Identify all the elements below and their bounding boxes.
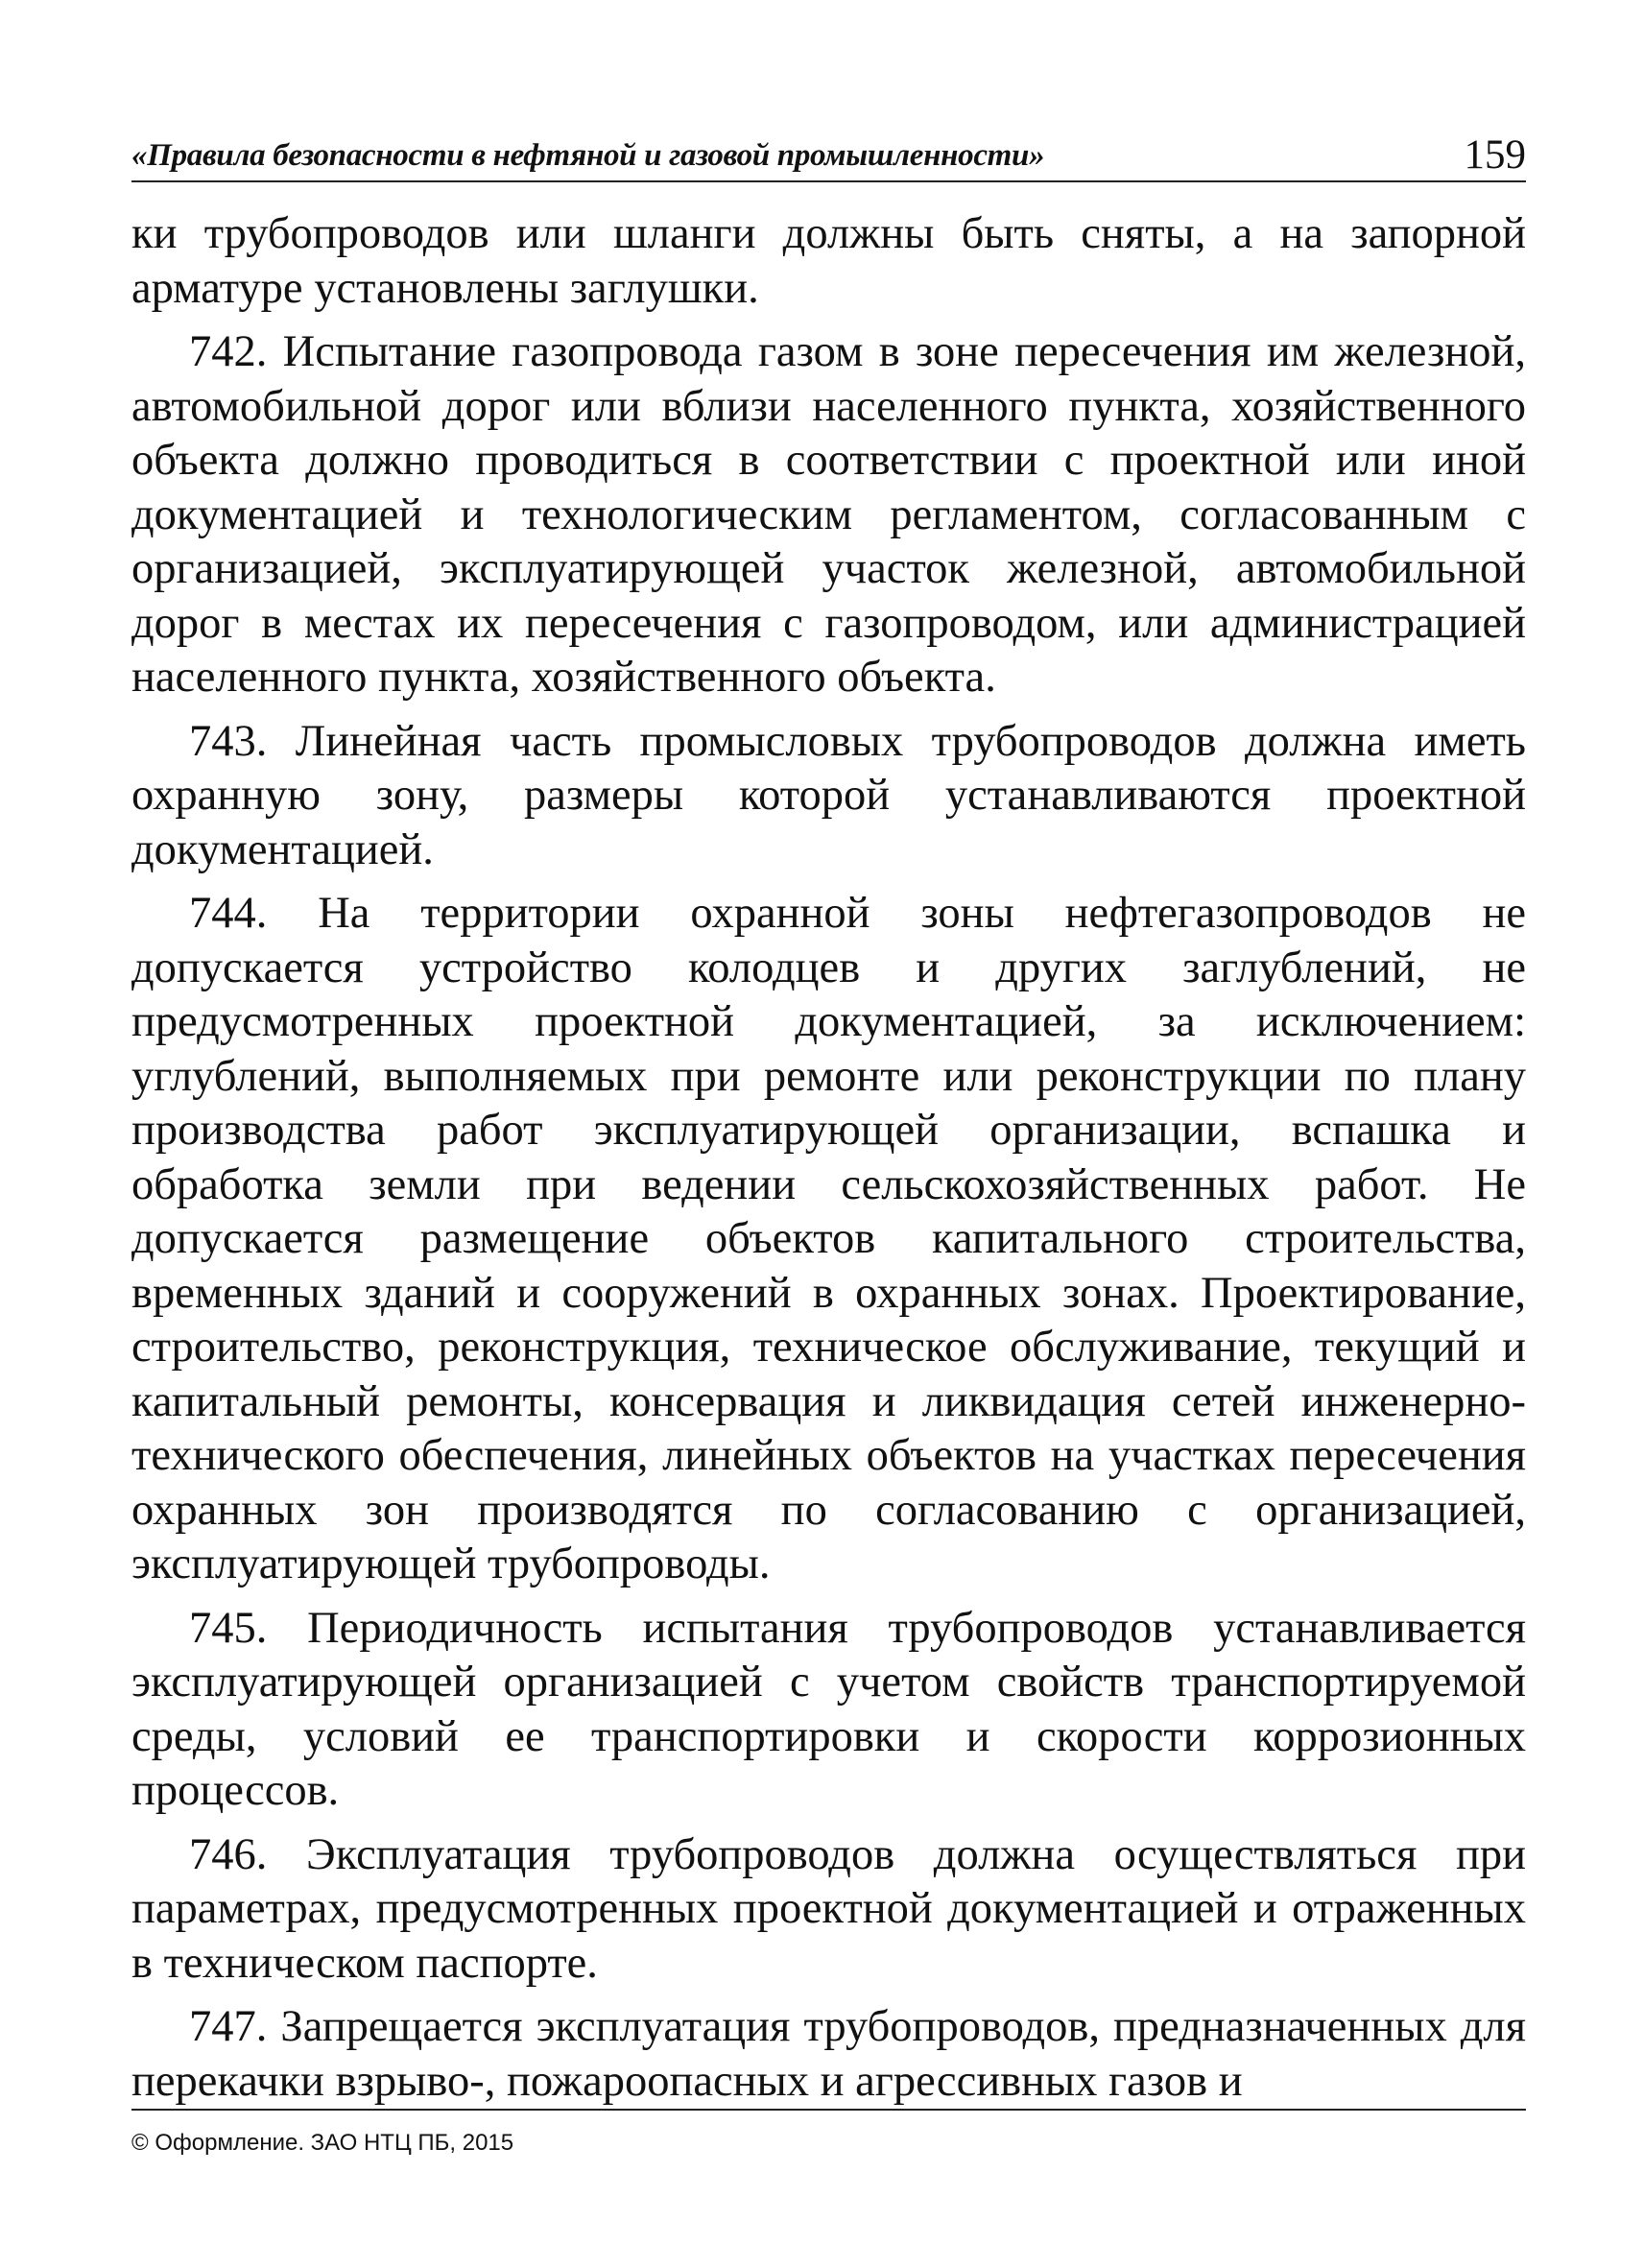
paragraph-continuation: ки трубопроводов или шланги должны быть сняты, а на запорной арматуре установлены заглушки.	[131, 209, 1526, 313]
paragraph-text: Линейная часть промысловых трубопроводов должна иметь охранную зону, размеры которой устанавливаются проектной документацией.	[131, 716, 1527, 874]
paragraph-number: 746.	[189, 1829, 268, 1879]
page-number: 159	[1464, 132, 1526, 178]
paragraph-number: 742.	[189, 327, 268, 376]
footer-copyright: © Оформление. ЗАО НТЦ ПБ, 2015	[131, 2130, 514, 2156]
paragraph-number: 744.	[189, 889, 268, 938]
running-header	[131, 123, 1526, 182]
paragraph-747	[131, 2000, 1526, 2109]
paragraph-743	[131, 715, 1526, 878]
running-title: «Правила безопасности в нефтяной и газовой промышленности»	[131, 138, 1045, 173]
paragraph-spacer	[131, 1819, 1526, 1828]
paragraph-number: 745.	[189, 1603, 268, 1653]
footer-divider	[131, 2109, 1526, 2111]
paragraph-742	[131, 325, 1526, 705]
paragraph-spacer	[131, 705, 1526, 715]
paragraph-spacer	[131, 1991, 1526, 2000]
body-text	[131, 207, 1526, 2109]
paragraph-744	[131, 887, 1526, 1592]
paragraph-text: Испытание газопровода газом в зоне пересечения им железной, автомобильной дорог или вблизи населенного пункта, хозяйственного объекта должно проводиться в соответствии с проектной или иной документацией и технологическим регламентом, согласованным с организацией, эксплуатирующей участок железной, автомобильной дорог в местах их пересечения с газопроводом, или администрацией населенного пункта, хозяйственного объекта.	[131, 327, 1527, 702]
paragraph-text: На территории охранной зоны нефтегазопроводов не допускается устройство колодцев и других заглублений, не предусмотренных проектной документацией, за исключением: углублений, выполняемых при ремонте или реконструкции по плану производства работ эксплуатирующей организации, вспашка и обработка земли при ведении сельскохозяйственных работ. Не допускается размещение объектов капитального строительства, временных зданий и сооружений в охранных зонах. Проектирование, строительство, реконструкция, техническое обслуживание, текущий и капитальный ремонты, консервация и ликвидация сетей инженерно-технического обеспечения, линейных объектов на участках пересечения охранных зон производятся по согласованию с организацией, эксплуатирующей трубопроводы.	[131, 889, 1527, 1588]
paragraph-text: Запрещается эксплуатация трубопроводов, предназначенных для перекачки взрыво-, пожароопасных и агрессивных газов и	[131, 2002, 1526, 2106]
paragraph-745	[131, 1602, 1526, 1819]
paragraph-number: 743.	[189, 716, 268, 766]
paragraph-spacer	[131, 877, 1526, 887]
paragraph-spacer	[131, 316, 1526, 325]
paragraph-spacer	[131, 1592, 1526, 1602]
paragraph-number: 747.	[189, 2002, 268, 2051]
paragraph-text: Эксплуатация трубопроводов должна осуществляться при параметрах, предусмотренных проектной документацией и отраженных в техническом паспорте.	[131, 1829, 1526, 1988]
paragraph-text: Периодичность испытания трубопроводов устанавливается эксплуатирующей организацией с учетом свойств транспортируемой среды, условий ее транспортировки и скорости коррозионных процессов.	[131, 1603, 1526, 1815]
paragraph-746	[131, 1828, 1526, 1992]
